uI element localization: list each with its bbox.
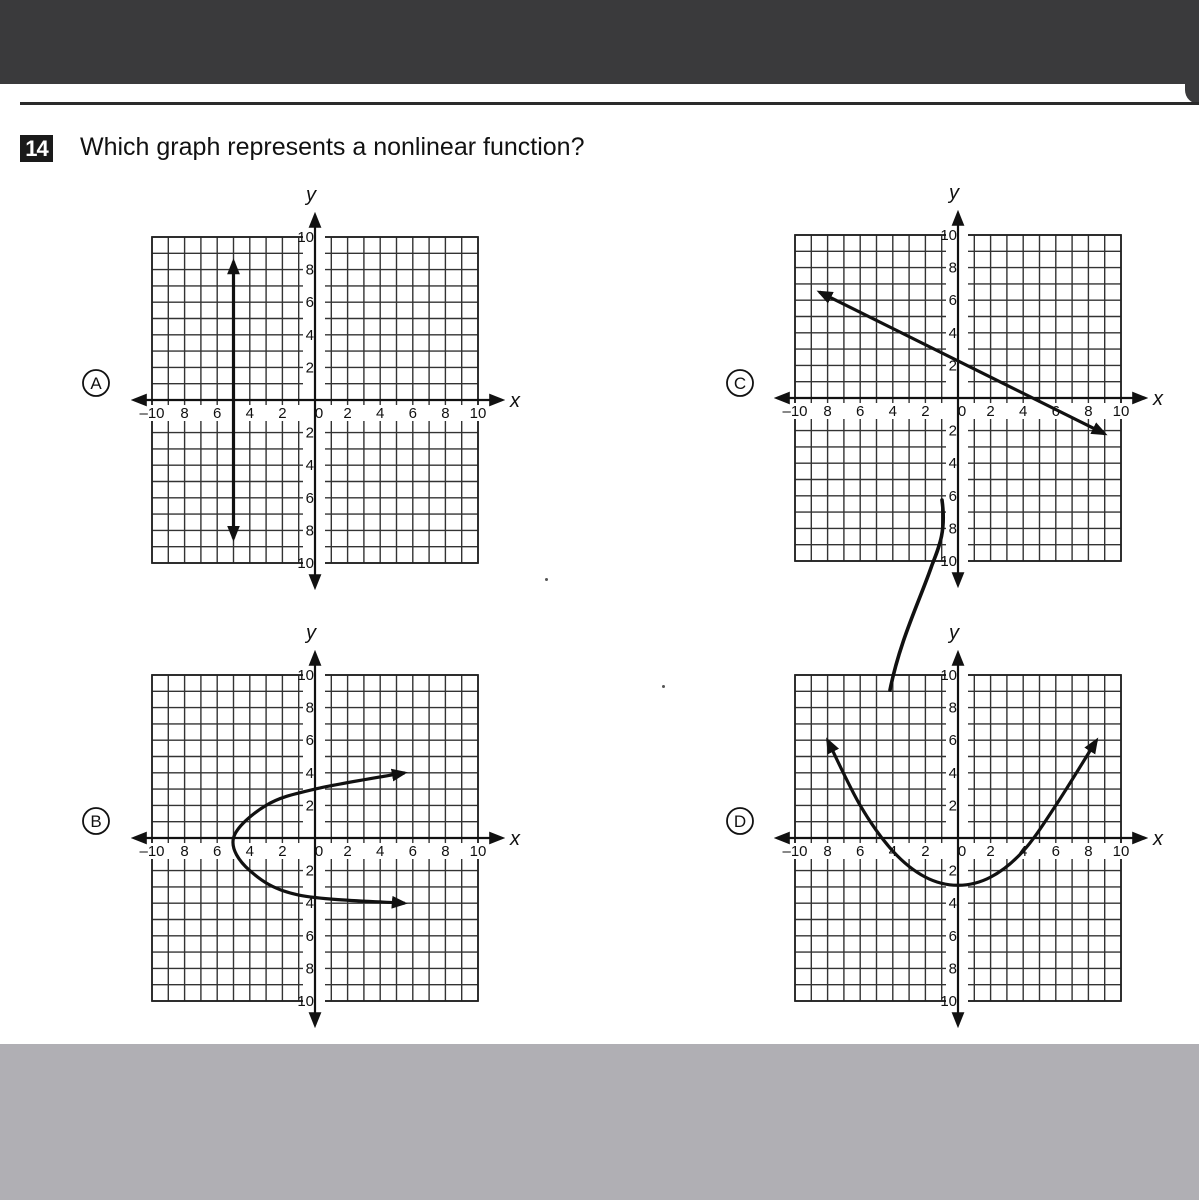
choice-label: D [733, 812, 747, 831]
y-axis-label: y [306, 622, 316, 644]
y-tick-label: 6 [305, 927, 314, 945]
y-tick-label: 8 [305, 960, 314, 978]
y-tick-label: 8 [305, 522, 314, 540]
scan-speck [545, 578, 548, 581]
x-axis-label: x [510, 390, 520, 412]
y-tick-label: 4 [948, 895, 957, 913]
x-tick-label: 8 [823, 843, 832, 860]
x-tick-label: 2 [278, 405, 287, 422]
y-tick-label: 8 [305, 261, 314, 279]
y-tick-label: 6 [305, 294, 314, 312]
y-tick-label: 4 [948, 764, 957, 782]
x-tick-label: 8 [180, 405, 189, 422]
x-tick-label: 6 [1051, 403, 1060, 420]
y-tick-label: 10 [297, 229, 314, 246]
y-tick-label: 2 [948, 422, 957, 440]
y-tick-label: 4 [948, 324, 957, 342]
x-tick-label: 4 [888, 843, 897, 860]
choice-label: A [90, 374, 102, 393]
y-tick-label: 2 [305, 797, 314, 815]
x-tick-label: –10 [139, 843, 165, 860]
y-tick-label: 10 [297, 993, 314, 1010]
x-tick-label: 2 [343, 405, 352, 422]
x-tick-label: 2 [986, 403, 995, 420]
y-axis-label: y [306, 184, 316, 206]
x-tick-label: 2 [343, 843, 352, 860]
x-axis-label: x [1153, 388, 1163, 410]
x-tick-label: 8 [441, 843, 450, 860]
x-tick-label: 0 [957, 843, 967, 860]
choice-label: C [733, 374, 747, 393]
y-tick-label: 6 [305, 489, 314, 507]
y-tick-label: 10 [297, 555, 314, 572]
y-tick-label: 10 [297, 667, 314, 684]
y-axis-label: y [949, 622, 959, 644]
y-tick-label: 2 [948, 357, 957, 375]
question-number: 14 [20, 135, 53, 162]
y-tick-label: 4 [948, 455, 957, 473]
x-tick-label: 2 [921, 843, 930, 860]
y-tick-label: 8 [948, 520, 957, 538]
x-tick-label: 10 [469, 843, 487, 860]
x-tick-label: 0 [314, 405, 324, 422]
x-tick-label: 4 [376, 405, 385, 422]
y-tick-label: 4 [305, 326, 314, 344]
y-tick-label: 6 [305, 732, 314, 750]
y-tick-label: 2 [305, 359, 314, 377]
y-tick-label: 4 [305, 895, 314, 913]
x-axis-label: x [1153, 828, 1163, 850]
y-tick-label: 6 [948, 927, 957, 945]
x-tick-label: 6 [408, 843, 417, 860]
y-tick-label: 2 [305, 862, 314, 880]
x-tick-label: 4 [245, 405, 254, 422]
x-tick-label: 6 [408, 405, 417, 422]
x-tick-label: 6 [213, 405, 222, 422]
y-tick-label: 2 [948, 797, 957, 815]
y-tick-label: 6 [948, 292, 957, 310]
choice-label: B [90, 812, 102, 831]
x-tick-label: 8 [180, 843, 189, 860]
x-tick-label: 6 [856, 403, 865, 420]
x-tick-label: 2 [986, 843, 995, 860]
y-tick-label: 6 [948, 487, 957, 505]
question-text: Which graph represents a nonlinear function? [80, 133, 585, 161]
x-tick-label: 4 [888, 403, 897, 420]
y-tick-label: 8 [948, 699, 957, 717]
y-tick-label: 4 [305, 764, 314, 782]
graph-b [83, 622, 521, 1025]
y-tick-label: 10 [940, 553, 957, 570]
y-tick-label: 10 [940, 227, 957, 244]
graph-c [727, 182, 1164, 585]
y-tick-label: 6 [948, 732, 957, 750]
bottom-gray-band [0, 1044, 1199, 1200]
y-axis-label: y [949, 182, 959, 204]
x-tick-label: 6 [1051, 843, 1060, 860]
x-tick-label: –10 [139, 405, 165, 422]
x-axis-label: x [510, 828, 520, 850]
x-tick-label: 6 [856, 843, 865, 860]
x-tick-label: 2 [921, 403, 930, 420]
graph-a [83, 184, 521, 587]
scan-speck [662, 685, 665, 688]
x-tick-label: 4 [1019, 843, 1028, 860]
x-tick-label: 10 [1112, 843, 1130, 860]
y-tick-label: 2 [305, 424, 314, 442]
x-tick-label: 4 [1019, 403, 1028, 420]
x-tick-label: 4 [245, 843, 254, 860]
x-tick-label: 10 [1112, 403, 1130, 420]
y-tick-label: 8 [948, 259, 957, 277]
x-tick-label: 8 [441, 405, 450, 422]
x-tick-label: 8 [1084, 843, 1093, 860]
y-tick-label: 4 [305, 457, 314, 475]
x-tick-label: 0 [957, 403, 967, 420]
x-tick-label: 4 [376, 843, 385, 860]
y-tick-label: 10 [940, 993, 957, 1010]
x-tick-label: 2 [278, 843, 287, 860]
x-tick-label: 6 [213, 843, 222, 860]
x-tick-label: 8 [1084, 403, 1093, 420]
x-tick-label: –10 [782, 843, 808, 860]
x-tick-label: 8 [823, 403, 832, 420]
x-tick-label: 10 [469, 405, 487, 422]
graph-d [727, 622, 1164, 1025]
y-tick-label: 8 [305, 699, 314, 717]
x-tick-label: –10 [782, 403, 808, 420]
y-tick-label: 10 [940, 667, 957, 684]
x-tick-label: 0 [314, 843, 324, 860]
y-tick-label: 2 [948, 862, 957, 880]
y-tick-label: 8 [948, 960, 957, 978]
